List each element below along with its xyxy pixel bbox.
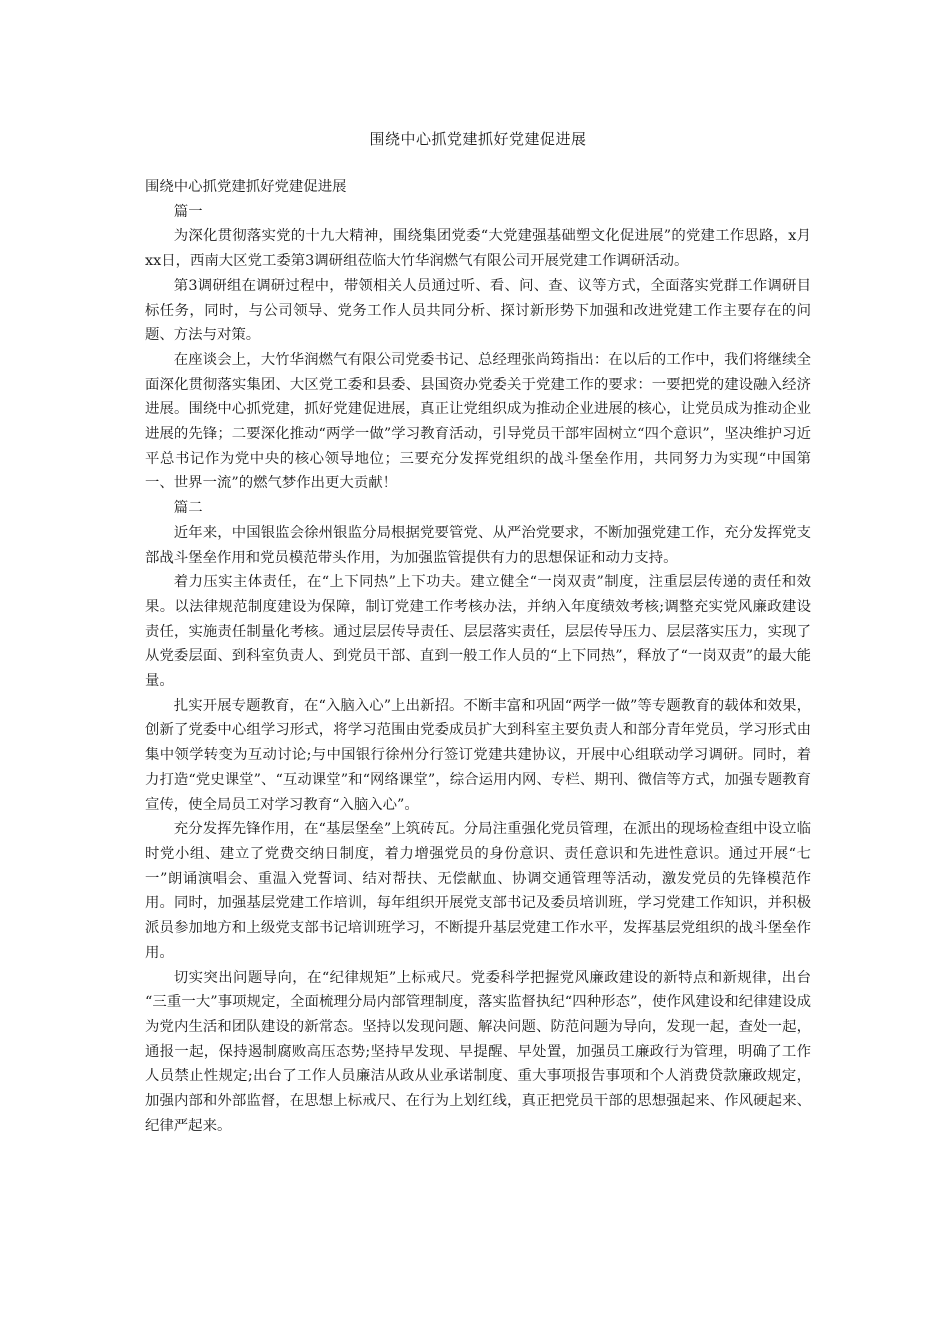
document-body bbox=[145, 175, 811, 1138]
paragraph: 着力压实主体责任，在“上下同热”上下功夫。建立健全“一岗双责”制度，注重层层传递的责任和效果。以法律规范制度建设为保障，制订党建工作考核办法，并纳入年度绩效考核;调整充实党风廉政建设责任，实施责任制量化考核。通过层层传导责任、层层落实责任，层层传导压力、层层落实压力，实现了从党委层面、到科室负责人、到党员干部、直到一般工作人员的“上下同热”，释放了“一岗双责”的最大能量。 bbox=[145, 574, 811, 690]
document-title: 围绕中心抓党建抓好党建促进展 bbox=[369, 130, 587, 148]
section-heading-2: 篇二 bbox=[173, 500, 203, 517]
paragraph: 近年来，中国银监会徐州银监分局根据党要管党、从严治党要求，不断加强党建工作，充分发挥党支部战斗堡垒作用和党员模范带头作用，为加强监管提供有力的思想保证和动力支持。 bbox=[145, 524, 811, 566]
document-subtitle: 围绕中心抓党建抓好党建促进展 bbox=[145, 179, 347, 195]
section-heading-1: 篇一 bbox=[173, 203, 203, 220]
paragraph: 充分发挥先锋作用，在“基层堡垒”上筑砖瓦。分局注重强化党员管理，在派出的现场检查组中设立临时党小组、建立了党费交纳日制度，着力增强党员的身份意识、责任意识和先进性意识。通过开展“七一”朗诵演唱会、重温入党誓词、结对帮扶、无偿献血、协调交通管理等活动，激发党员的先锋模范作用。同时，加强基层党建工作培训，每年组织开展党支部书记及委员培训班，学习党建工作知识，并积极派员参加地方和上级党支部书记培训班学习，不断提升基层党建工作水平，发挥基层党组织的战斗堡垒作用。 bbox=[145, 821, 811, 961]
paragraph: 为深化贯彻落实党的十九大精神，围绕集团党委“大党建强基础塑文化促进展”的党建工作思路，x月xx日，西南大区党工委第3调研组莅临大竹华润燃气有限公司开展党建工作调研活动。 bbox=[145, 228, 811, 270]
paragraph: 第3调研组在调研过程中，带领相关人员通过听、看、问、查、议等方式，全面落实党群工作调研目标任务，同时，与公司领导、党务工作人员共同分析、探讨新形势下加强和改进党建工作主要存在的问题、方法与对策。 bbox=[145, 277, 811, 344]
paragraph: 扎实开展专题教育，在“入脑入心”上出新招。不断丰富和巩固“两学一做”等专题教育的载体和效果，创新了党委中心组学习形式，将学习范围由党委成员扩大到科室主要负责人和部分青年党员，学习形式由集中领学转变为互动讨论;与中国银行徐州分行签订党建共建协议，开展中心组联动学习调研。同时，着力打造“党史课堂”、“互动课堂”和“网络课堂”，综合运用内网、专栏、期刊、微信等方式，加强专题教育宣传，使全局员工对学习教育“入脑入心”。 bbox=[145, 697, 811, 813]
paragraph: 切实突出问题导向，在“纪律规矩”上标戒尺。党委科学把握党风廉政建设的新特点和新规律，出台 “三重一大”事项规定，全面梳理分局内部管理制度，落实监督执纪“四种形态”，使作风建设和纪律建设成为党内生活和团队建设的新常态。坚持以发现问题、解决问题、防范问题为导向，发现一起，查处一起，通报一起，保持遏制腐败高压态势;坚持早发现、早提醒、早处置，加强员工廉政行为管理，明确了工作人员禁止性规定;出台了工作人员廉洁从政从业承诺制度、重大事项报告事项和个人消费贷款廉政规定，加强内部和外部监督，在思想上标戒尺、在行为上划红线，真正把党员干部的思想强起来、作风硬起来、纪律严起来。 bbox=[145, 969, 811, 1134]
paragraph: 在座谈会上，大竹华润燃气有限公司党委书记、总经理张尚筠指出：在以后的工作中，我们将继续全面深化贯彻落实集团、大区党工委和县委、县国资办党委关于党建工作的要求：一要把党的建设融入经济进展。围绕中心抓党建，抓好党建促进展，真正让党组织成为推动企业进展的核心，让党员成为推动企业进展的先锋；二要深化推动“两学一做”学习教育活动，引导党员干部牢固树立“四个意识”，坚决维护习近平总书记作为党中央的核心领导地位；三要充分发挥党组织的战斗堡垒作用，共同努力为实现“中国第一、世界一流”的燃气梦作出更大贡献！ bbox=[145, 351, 811, 492]
